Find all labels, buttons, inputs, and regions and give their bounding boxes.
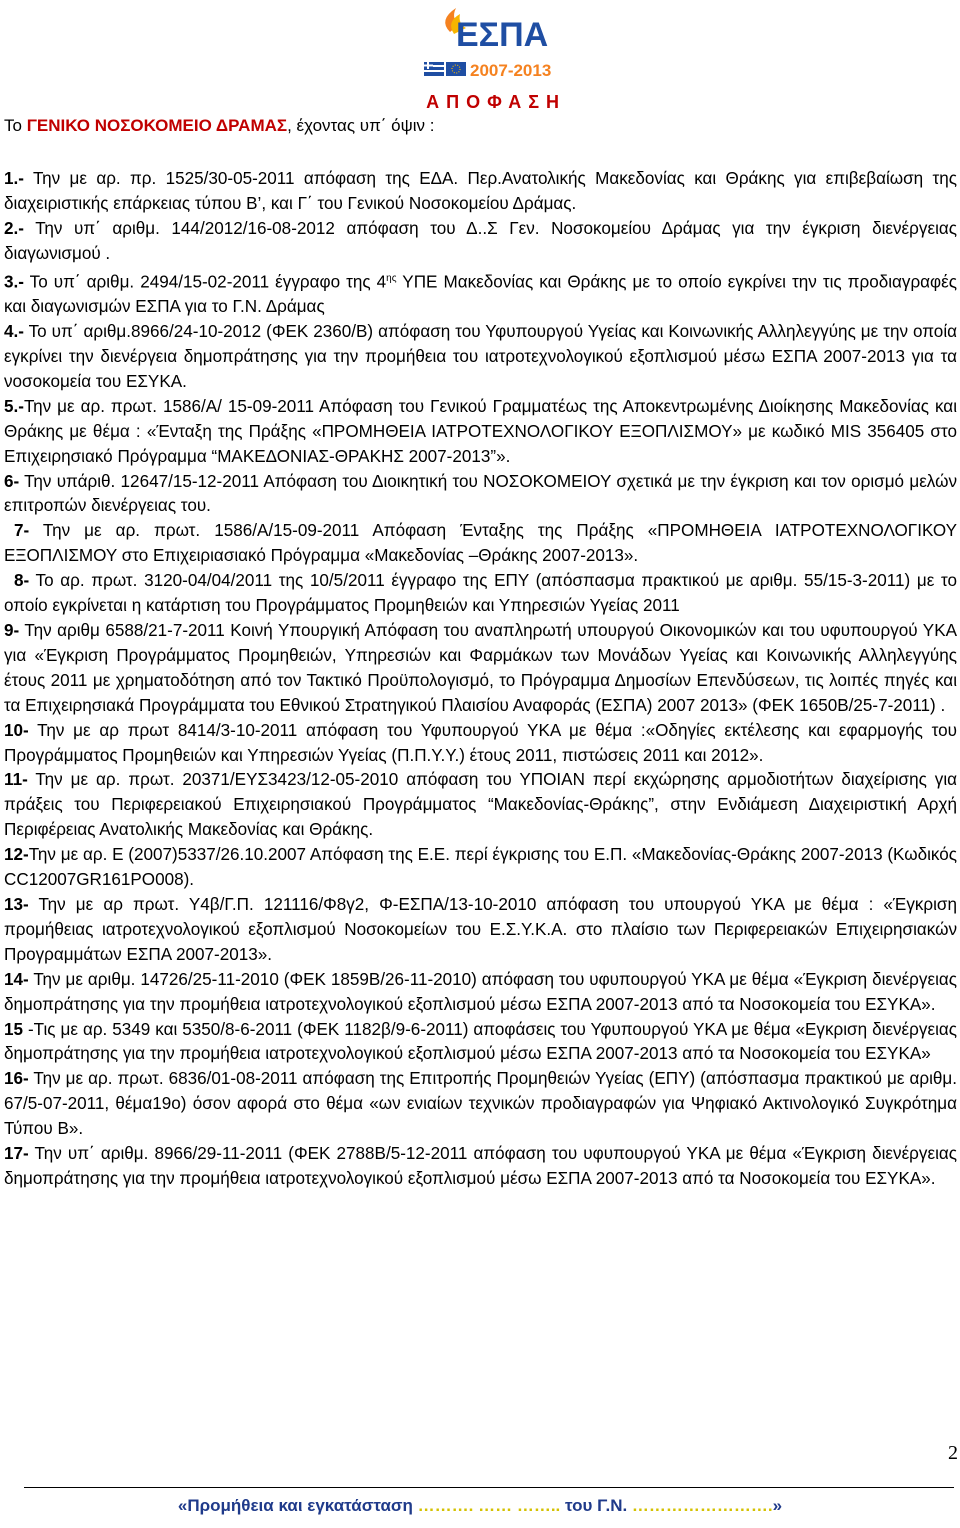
footer-dots1: ………. …… …….. <box>417 1496 561 1515</box>
item-text: Το υπ΄ αριθμ.8966/24-10-2012 (ΦΕΚ 2360/Β) απόφαση του Υφυπουργού Υγείας και Κοινωνικής Αλληλεγγύης με την οποία εγκρίνει την διενέργεια δημοπράτησης για την προμήθεια του ιατροτεχνολογικού εξοπλισμού μέσω ΕΣΠΑ 2007-2013 για τα νοσοκομεία του ΕΣΥΚΑ. <box>4 322 957 391</box>
item-number: 11- <box>4 770 28 790</box>
consideration-item <box>4 217 957 267</box>
item-number: 3.- <box>4 272 24 292</box>
item-text: Την με αρ. Ε (2007)5337/26.10.2007 Απόφαση της Ε.Ε. περί έγκρισης του Ε.Π. «Μακεδονίας-Θράκης 2007-2013 (Κωδικός CC12007GR161PO008). <box>4 845 957 890</box>
item-text: -Τις με αρ. 5349 και 5350/8-6-2011 (ΦΕΚ 1182β/9-6-2011) αποφάσεις του Υφυπουργού ΥΚΑ με θέμα «Εγκριση διενέργειας δημοπράτησης για την προμήθεια ιατροτεχνολογικού εξοπλισμού μέσω ΕΣΠΑ 2007-2013 από τα Νοσοκομεία του ΕΣΥΚΑ» <box>4 1019 957 1064</box>
item-number: 12- <box>4 845 29 865</box>
consideration-item <box>4 968 957 1018</box>
hospital-name: ΓΕΝΙΚΟ ΝΟΣΟΚΟΜΕΙΟ ΔΡΑΜΑΣ <box>26 116 288 135</box>
logo-text: ΕΣΠΑ <box>456 16 549 54</box>
item-number: 7- <box>14 521 30 541</box>
item-number: 8- <box>14 571 30 591</box>
footer-title <box>0 1496 960 1516</box>
footer-divider <box>24 1487 954 1488</box>
consideration-item <box>4 320 957 395</box>
item-number: 5.- <box>4 396 24 416</box>
considerations-list <box>4 167 957 1192</box>
consideration-item <box>4 395 957 470</box>
item-number: 14- <box>4 969 29 989</box>
item-number: 10- <box>4 720 29 740</box>
item-text: Την με αριθμ. 14726/25-11-2010 (ΦΕΚ 1859Β/26-11-2010) απόφαση του υφυπουργού ΥΚΑ με θέμα «Έγκριση διενέργειας δημοπράτησης για την προμήθεια ιατροτεχνολογικού εξοπλισμού μέσω ΕΣΠΑ 2007-2013 από τα Νοσοκομεία του ΕΣΥΚΑ». <box>4 969 957 1014</box>
item-superscript: ης <box>386 272 397 284</box>
consideration-item <box>4 893 957 968</box>
item-number: 16- <box>4 1069 29 1089</box>
item-text: Την με αρ. πρωτ. 1586/Α/ 15-09-2011 Απόφαση του Γενικού Γραμματέως της Αποκεντρωμένης Διοίκησης Μακεδονίας και Θράκης με θέμα : «Ένταξη της Πράξης «ΠΡΟΜΗΘΕΙΑ ΙΑΤΡΟΤΕΧΝΟΛΟΓΙΚΟΥ ΕΞΟΠΛΙΣΜΟΥ» με κωδικό MIS 356405 στο Επιχειρησιακό Πρόγραμμα “ΜΑΚΕΔΟΝΙΑΣ-ΘΡΑΚΗΣ 2007-2013”». <box>4 396 957 466</box>
item-number: 4.- <box>4 322 24 342</box>
consideration-item <box>4 267 957 321</box>
intro-line <box>4 116 434 136</box>
intro-prefix: Το <box>4 116 27 135</box>
consideration-item <box>4 470 957 520</box>
item-text-continued: ΥΠΕ Μακεδονίας και Θράκης με το οποίο εγκρίνει την τις προδιαγραφές και διαγωνισμών ΕΣΠΑ για το Γ.Ν. Δράμας <box>4 272 957 317</box>
consideration-item <box>4 167 957 217</box>
consideration-item <box>4 768 957 843</box>
item-text: Την με αρ. πρ. 1525/30-05-2011 απόφαση της ΕΔΑ. Περ.Ανατολικής Μακεδονίας και Θράκης για επιβεβαίωση της διαχειριστικής επάρκειας τύπου Β’, και Γ΄ του Γενικού Νοσοκομείου Δράμας. <box>4 169 957 213</box>
item-number: 2.- <box>4 218 24 238</box>
page-number: 2 <box>948 1442 958 1464</box>
item-number: 13- <box>4 894 29 914</box>
item-text: Την υπ΄ αριθμ. 8966/29-11-2011 (ΦΕΚ 2788Β/5-12-2011 απόφαση του υφυπουργού ΥΚΑ με θέμα «Έγκριση διενέργειας δημοπράτησης για την προμήθεια ιατροτεχνολογικού εξοπλισμού μέσω ΕΣΠΑ 2007-2013 από τα Νοσοκομεία του ΕΣΥΚΑ». <box>4 1144 957 1188</box>
consideration-item <box>4 1067 957 1142</box>
item-number: 15 <box>4 1019 24 1039</box>
item-number: 9- <box>4 621 20 640</box>
item-number: 1.- <box>4 169 24 188</box>
consideration-item <box>4 719 957 769</box>
footer-part1: «Προμήθεια και εγκατάσταση <box>177 1496 418 1515</box>
item-number: 17- <box>4 1144 29 1164</box>
decision-heading: Α Π Ο Φ Α Σ Η <box>426 92 560 112</box>
footer-part2: του Γ.Ν. <box>560 1496 632 1515</box>
item-text: Την υπ΄ αριθμ. 144/2012/16-08-2012 απόφαση του Δ..Σ Γεν. Νοσοκομείου Δράμας για την έγκριση διενέργειας διαγωνισμού . <box>4 218 957 263</box>
item-text: Το υπ΄ αριθμ. 2494/15-02-2011 έγγραφο της 4 <box>23 272 387 292</box>
item-text: Την με αρ. πρωτ. 20371/ΕΥΣ3423/12-05-2010 απόφαση του ΥΠΟΙΑΝ περί εκχώρησης αρμοδιοτήτων διαχείρισης για πράξεις του Περιφερειακού Επιχειρησιακού Προγράμματος “Μακεδονίας-Θράκης”, στην Ενδιάμεση Διαχειριστική Αρχή Περιφέρειας Ανατολικής Μακεδονίας και Θράκης. <box>4 770 957 840</box>
item-text: Την με αρ πρωτ. Υ4β/Γ.Π. 121116/Φ8γ2, Φ-ΕΣΠΑ/13-10-2010 απόφαση του υπουργού ΥΚΑ με θέμα : «Έγκριση προμήθειας ιατροτεχνολογικού εξοπλισμού Νοσοκομείων του Ε.Σ.Υ.Κ.Α. στο πλαίσιο των Περιφερειακών Επιχειρησιακών Προγραμμάτων ΕΣΠΑ 2007-2013». <box>4 894 957 964</box>
consideration-item <box>4 843 957 893</box>
item-text: Την με αρ πρωτ 8414/3-10-2011 απόφαση του Υφυπουργού ΥΚΑ με θέμα :«Οδηγίες εκτέλεσης και εφαρμογής του Προγράμματος Προμηθειών και Υπηρεσιών Υγείας (Π.Π.Υ.Υ.) έτους 2011, πιστώσεις 2011 και 2012». <box>4 720 957 765</box>
consideration-item <box>4 569 957 619</box>
consideration-item <box>4 1018 957 1068</box>
footer-dots2: ……………………. <box>631 1496 773 1515</box>
consideration-item <box>4 619 957 719</box>
footer-part3: » <box>772 1496 783 1515</box>
logo-years: 2007-2013 <box>470 61 552 80</box>
item-text: Την με αρ. πρωτ. 1586/Α/15-09-2011 Απόφαση Ένταξης της Πράξης «ΠΡΟΜΗΘΕΙΑ ΙΑΤΡΟΤΕΧΝΟΛΟΓΙΚΟΥ ΕΞΟΠΛΙΣΜΟΥ στο Επιχειριασιακό Πρόγραμμα «Μακεδονίας –Θράκης 2007-2013». <box>4 521 957 566</box>
espa-logo <box>410 2 560 88</box>
item-number: 6- <box>4 471 20 491</box>
consideration-item <box>4 1142 957 1192</box>
item-text: Το αρ. πρωτ. 3120-04/04/2011 της 10/5/2011 έγγραφο της ΕΠΥ (απόσπασμα πρακτικού με αριθμ. 55/15-3-2011) με το οποίο εγκρίνεται η κατάρτιση του Προγράμματος Προμηθειών και Υπηρεσιών Υγείας 2011 <box>4 571 957 616</box>
item-text: Την με αρ. πρωτ. 6836/01-08-2011 απόφαση της Επιτροπής Προμηθειών Υγείας (ΕΠΥ) (απόσπασμα πρακτικού με αριθμ. 67/5-07-2011, θέμα19ο) όσον αφορά στο θέμα «ων ενιαίων τεχνικών προδιαγραφών για Ψηφιακό Ακτινολογικό Συγκρότημα Τύπου Β». <box>4 1069 957 1139</box>
item-text: Την υπάριθ. 12647/15-12-2011 Απόφαση του Διοικητική του ΝΟΣΟΚΟΜΕΙΟΥ σχετικά με την έγκριση και τον ορισμό μελών επιτροπών διενέργειας του. <box>4 471 957 516</box>
item-text: Την αριθμ 6588/21-7-2011 Κοινή Υπουργική Απόφαση του αναπληρωτή υπουργού Οικονομικών και του υφυπουργού ΥΚΑ για «Έγκριση Προγράμματος Προμηθειών, Υπηρεσιών και Φαρμάκων των Μονάδων Υγείας και Κοινωνικής Αλληλεγγύης έτους 2011 με χρηματοδότηση από τον Τακτικό Προϋπολογισμό, το Πρόγραμμα Δημοσίων Επενδύσεων, τις λοιπές πηγές και τα Επιχειρησιακά Προγράμματα του Εθνικού Στρατηγικού Πλαισίου Αναφοράς (ΕΣΠΑ) 2007 2013» (ΦΕΚ 1650Β/25-7-2011) . <box>4 621 957 715</box>
intro-suffix: , έχοντας υπ΄ όψιν : <box>287 116 435 135</box>
consideration-item <box>4 519 957 569</box>
